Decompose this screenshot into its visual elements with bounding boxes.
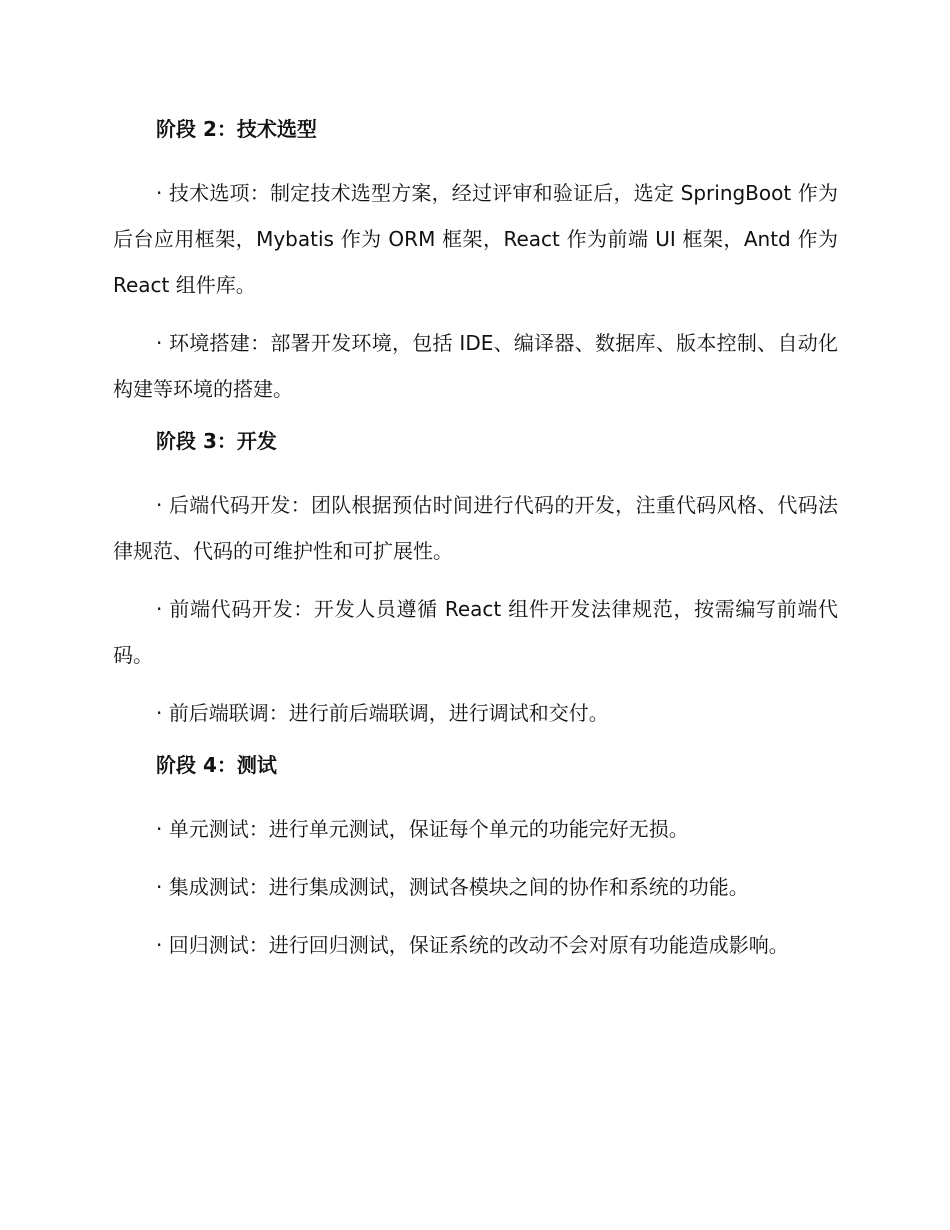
section-heading-stage-3: 阶段 3：开发 bbox=[156, 429, 277, 453]
paragraph-integration-debugging: · 前后端联调：进行前后端联调，进行调试和交付。 bbox=[156, 701, 609, 725]
paragraph-regression-testing: · 回归测试：进行回归测试，保证系统的改动不会对原有功能造成影响。 bbox=[156, 933, 789, 957]
paragraph-frontend-development: · 前端代码开发：开发人员遵循 React 组件开发法律规范，按需编写前端代码。 bbox=[113, 597, 838, 667]
section-heading-stage-4: 阶段 4：测试 bbox=[156, 753, 277, 777]
paragraph-integration-testing: · 集成测试：进行集成测试，测试各模块之间的协作和系统的功能。 bbox=[156, 875, 749, 899]
document-page bbox=[113, 112, 838, 968]
paragraph-environment-setup: · 环境搭建：部署开发环境，包括 IDE、编译器、数据库、版本控制、自动化构建等环境的搭建。 bbox=[113, 331, 838, 401]
paragraph-backend-development: · 后端代码开发：团队根据预估时间进行代码的开发，注重代码风格、代码法律规范、代码的可维护性和可扩展性。 bbox=[113, 493, 838, 563]
paragraph-unit-testing: · 单元测试：进行单元测试，保证每个单元的功能完好无损。 bbox=[156, 817, 689, 841]
section-heading-stage-2: 阶段 2：技术选型 bbox=[156, 117, 317, 141]
paragraph-tech-options: · 技术选项：制定技术选型方案，经过评审和验证后，选定 SpringBoot 作为后台应用框架，Mybatis 作为 ORM 框架，React 作为前端 UI 框架，Antd 作为 React 组件库。 bbox=[113, 181, 838, 297]
